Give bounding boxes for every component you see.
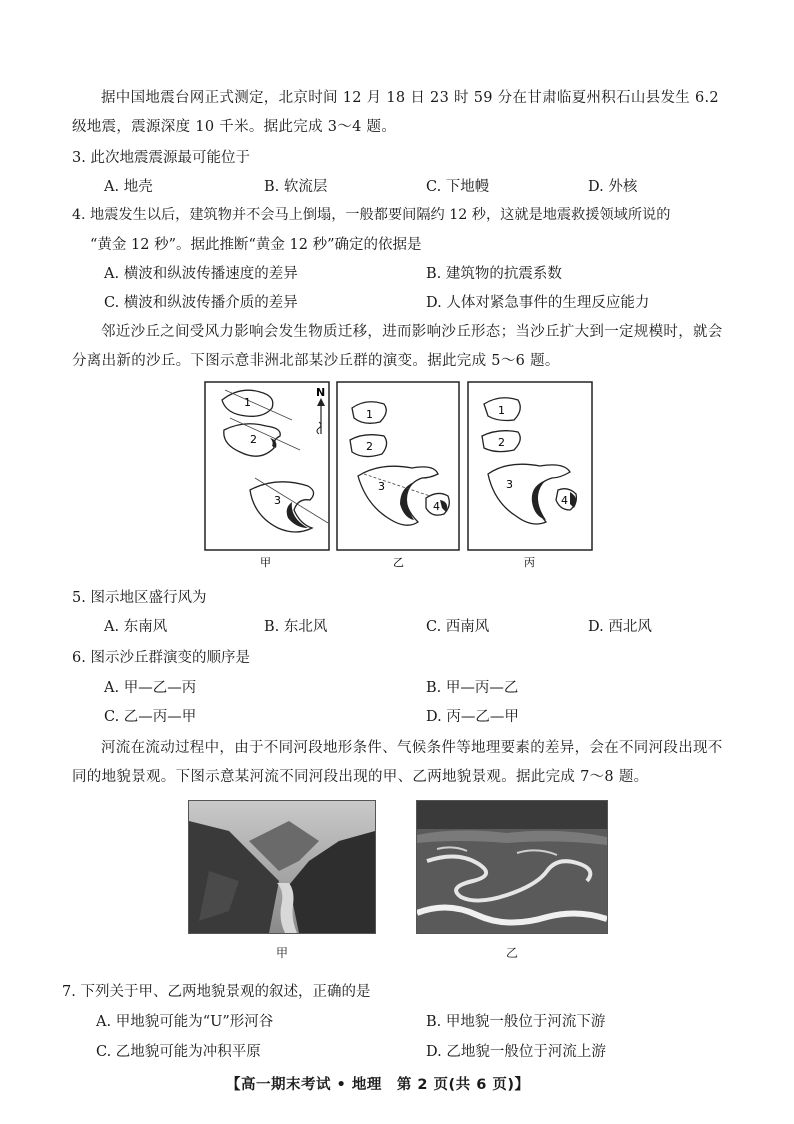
question-4-stem-line2: “黄金 12 秒”。据此推断“黄金 12 秒”确定的依据是 [90, 237, 422, 253]
q7-option-d: D. 乙地貌一般位于河流上游 [426, 1044, 606, 1060]
q7-option-a: A. 甲地貌可能为“U”形河谷 [96, 1014, 274, 1030]
q4-option-c: C. 横波和纵波传播介质的差异 [104, 295, 298, 311]
panel-bing-dune-3: 3 [506, 478, 513, 491]
q3-option-d: D. 外核 [588, 179, 638, 195]
panel-yi-dune-4: 4 [433, 500, 440, 513]
q4-option-a: A. 横波和纵波传播速度的差异 [104, 266, 298, 282]
panel-yi-dune-3: 3 [378, 480, 385, 493]
passage-earthquake: 据中国地震台网正式测定，北京时间 12 月 18 日 23 时 59 分在甘肃临夏州积石山县发生 6.2 级地震，震源深度 10 千米。据此完成 3～4 题。 [72, 90, 719, 135]
photo-yi-caption: 乙 [506, 946, 519, 960]
panel-jia-dune-1: 1 [244, 396, 251, 409]
q4-option-d: D. 人体对紧急事件的生理反应能力 [426, 295, 650, 311]
photo-jia-caption: 甲 [276, 946, 289, 960]
panel-yi-dune-2: 2 [366, 440, 373, 453]
panel-yi-caption: 乙 [393, 556, 404, 569]
sand-dune-figure [200, 378, 620, 570]
q5-option-d: D. 西北风 [588, 619, 652, 635]
panel-bing-dune-1: 1 [498, 404, 505, 417]
photo-yi-meanders [416, 800, 608, 934]
question-7-stem: 7. 下列关于甲、乙两地貌景观的叙述，正确的是 [62, 984, 371, 1000]
panel-bing-dune-4: 4 [561, 494, 568, 507]
panel-jia-dune-2: 2 [250, 433, 257, 446]
q5-option-c: C. 西南风 [426, 619, 490, 635]
q5-option-a: A. 东南风 [104, 619, 168, 635]
q3-option-a: A. 地壳 [104, 179, 153, 195]
page-footer: 【高一期末考试 • 地理 第 2 页(共 6 页)】 [226, 1077, 530, 1093]
q6-option-a: A. 甲—乙—丙 [104, 680, 197, 696]
passage-sand-dunes: 邻近沙丘之间受风力影响会发生物质迁移，进而影响沙丘形态；当沙丘扩大到一定规模时，就会分离出新的沙丘。下图示意非洲北部某沙丘群的演变。据此完成 5～6 题。 [72, 324, 723, 369]
q3-option-b: B. 软流层 [264, 179, 328, 195]
photo-jia-gorge [188, 800, 376, 934]
north-label: N [316, 386, 326, 399]
question-3-stem: 3. 此次地震震源最可能位于 [72, 150, 250, 166]
panel-jia-caption: 甲 [260, 556, 271, 569]
q5-option-b: B. 东北风 [264, 619, 328, 635]
question-5-stem: 5. 图示地区盛行风为 [72, 590, 207, 606]
q6-option-c: C. 乙—丙—甲 [104, 709, 197, 725]
panel-bing-dune-2: 2 [498, 436, 505, 449]
panel-jia-dune-3: 3 [274, 494, 281, 507]
question-6-stem: 6. 图示沙丘群演变的顺序是 [72, 650, 250, 666]
q6-option-b: B. 甲—丙—乙 [426, 680, 519, 696]
question-4-stem-line1: 4. 地震发生以后，建筑物并不会马上倒塌，一般都要间隔约 12 秒，这就是地震救援领域所说的 [72, 207, 671, 223]
q3-option-c: C. 下地幔 [426, 179, 490, 195]
panel-yi-dune-1: 1 [366, 408, 373, 421]
q4-option-b: B. 建筑物的抗震系数 [426, 266, 562, 282]
q7-option-b: B. 甲地貌一般位于河流下游 [426, 1014, 606, 1030]
panel-bing-caption: 丙 [524, 556, 535, 569]
passage-river-landforms: 河流在流动过程中，由于不同河段地形条件、气候条件等地理要素的差异，会在不同河段出现不同的地貌景观。下图示意某河流不同河段出现的甲、乙两地貌景观。据此完成 7～8 题。 [72, 740, 723, 785]
q7-option-c: C. 乙地貌可能为冲积平原 [96, 1044, 261, 1060]
q6-option-d: D. 丙—乙—甲 [426, 709, 519, 725]
